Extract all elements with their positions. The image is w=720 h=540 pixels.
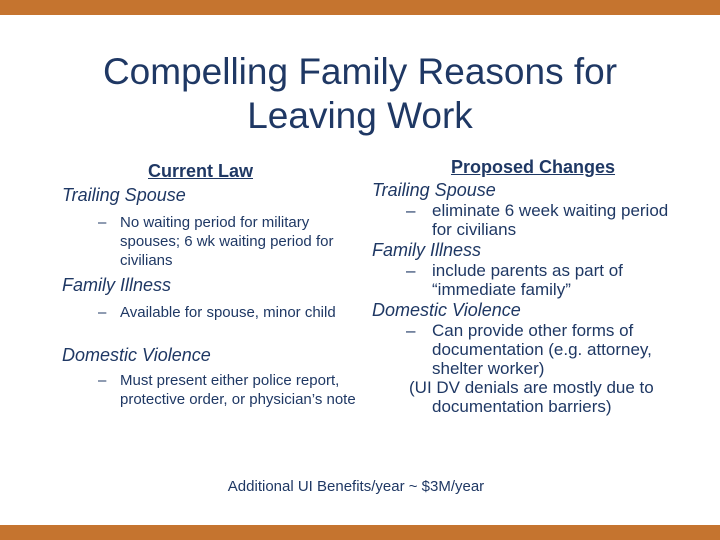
proposed-changes-heading: Proposed Changes [450,157,616,177]
current-law-detail: – No waiting period for military spouses; 6 wk waiting period for civilians [98,214,334,269]
proposed-category: Domestic Violence [372,300,521,320]
proposed-detail: – Can provide other forms of documentation (e.g. attorney, shelter worker) [406,321,652,378]
proposed-changes-column [372,155,672,416]
current-law-category: Family Illness [62,275,172,295]
slide-title: Compelling Family Reasons for Leaving Work [102,51,618,136]
dv-denials-note: (UI DV denials are mostly due to documentation barriers) [409,378,654,416]
proposed-category: Family Illness [372,240,482,260]
footer-benefits: Additional UI Benefits/year ~ $3M/year [227,478,485,495]
current-law-detail: – Available for spouse, minor child [98,304,336,321]
bottom-accent-bar [0,525,720,540]
proposed-category: Trailing Spouse [372,180,496,200]
proposed-detail: – include parents as part of “immediate family” [406,261,623,299]
current-law-category: Trailing Spouse [62,185,186,205]
current-law-detail: – Must present either police report, protective order, or physician’s note [98,372,356,408]
proposed-detail: – eliminate 6 week waiting period for civilians [406,201,669,239]
current-law-category: Domestic Violence [62,345,211,365]
top-accent-bar [0,0,720,15]
current-law-heading: Current Law [148,161,254,181]
